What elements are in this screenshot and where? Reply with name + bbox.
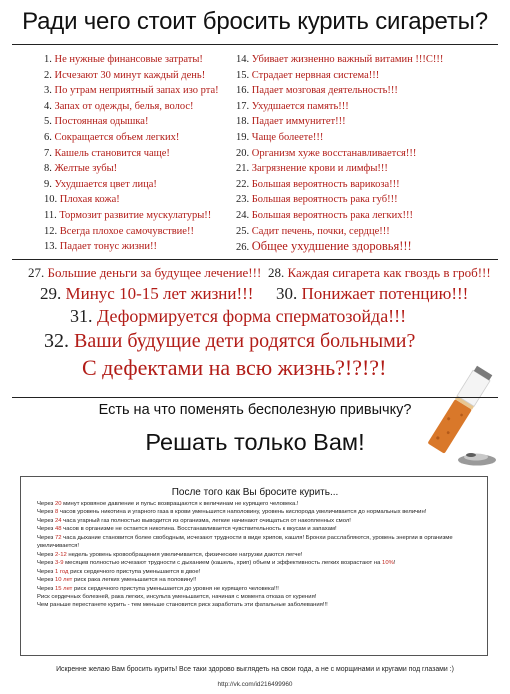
list-item: Через 20 минут кровяное давление и пульс возвращаются к величинам не курящего человека.! [37,501,299,507]
list-item: Риск сердечных болезней, рака легких, инсульта уменьшается, начиная с момента отказа от курения! [37,593,317,600]
reason-32-continuation: С дефектами на всю жизнь?!?!?! [82,355,387,380]
list-item: 10. Плохая кожа! [44,194,120,206]
reason-29: 29. Минус 10-15 лет жизни!!! [40,284,254,303]
list-item: 4. Запах от одежды, белья, волос! [44,100,194,112]
list-item: Через 8 часов уровень никотина и угарного газа в крови уменьшится наполовину, уровень кислорода увеличивается до нормальных величин! [37,509,427,516]
list-item: 20. Организм хуже восстанавливается!!! [236,147,417,159]
list-item: 22. Большая вероятность варикоза!!! [236,178,400,190]
list-item: Через 2-12 недель уровень кровообращения увеличивается, физические нагрузки даются легче! [37,551,303,558]
footer-wish: Искренне желаю Вам бросить курить! Все таки здорово выглядеть на свои года, а не с морщинами и кругами под глазами :) [56,666,454,673]
reason-31: 31. Деформируется форма сперматозойда!!! [70,306,407,326]
list-item: 9. Ухудшается цвет лица! [44,178,157,190]
list-item: Через 10 лет риск рака легких уменьшается на половину!! [37,577,197,584]
list-item: 19. Чаще болеете!!! [236,131,324,143]
list-item: 16. Падает мозговая деятельность!!! [236,85,398,97]
list-item: 2. Исчезают 30 минут каждый день! [44,69,206,81]
list-item: 18. Падает иммунитет!!! [236,116,346,128]
left-reasons-list [44,52,219,255]
list-item: 26. Общее ухудшение здоровья!!! [236,239,412,254]
list-item: 21. Загрязнение крови и лимфы!!! [236,163,388,175]
after-quitting-list [37,500,485,610]
list-item: 3. По утрам неприятный запах изо рта! [44,85,219,97]
reason-28: 28. Каждая сигарета как гвоздь в гроб!!! [268,265,491,280]
list-item: 5. Постоянная одышка! [44,116,149,128]
poster-title: Ради чего стоит бросить курить сигареты? [22,8,488,35]
right-reasons-list [236,52,443,255]
list-item: 8. Желтые зубы! [44,163,118,175]
list-item: Через 24 часа угарный газ полностью выводится из организма, легкие начинают очищаться от накопленных смол! [37,517,351,524]
list-item: 14. Убивает жизненно важный витамин !!!С!!! [236,54,444,65]
list-item: Через 15 лет риск сердечного приступа уменьшается до уровня не курящего человека!!! [37,585,279,592]
list-item: 13. Падает тонус жизни!! [44,241,157,253]
list-item: Через 3-9 месяцев полностью исчезают трудности с дыханием (кашель, хрип) объем и эффективность легких возрастают на 10%! [37,560,396,567]
source-url: http://vk.com/id216499960 [217,681,293,688]
reason-27: 27. Большие деньги за будущее лечение!!! [28,265,262,280]
list-item: 23. Большая вероятность рака губ!!! [236,194,398,206]
list-item: 1. Не нужные финансовые затраты! [44,54,203,65]
reason-30: 30. Понижает потенцию!!! [276,284,469,303]
list-item: 6. Сокращается объем легких! [44,131,180,143]
list-item: Чем раньше перестанете курить - тем меньше становится риск заработать эти фатальные заболевания!!! [37,602,328,609]
list-item: Через 72 часа дыхание становится более свободным, исчезают трудности в виде хрипов, кашля! Бронхи расслабляются, уровень энергии в организме увеличивается! [37,534,453,550]
title-underline [12,44,498,45]
list-item: Через 48 часов в организме не остается никотина. Восстанавливается чувствительность к вкусам и запахам! [37,526,337,533]
list-item: 12. Всегда плохое самочувствие!! [44,225,194,237]
after-quitting-title: После того как Вы бросите курить... [171,487,339,498]
list-item: 7. Кашель становится чаще! [44,147,170,159]
reason-32: 32. Ваши будущие дети родятся больными? [44,330,416,352]
list-item: 24. Большая вероятность рака легких!!! [236,209,413,221]
list-item: Через 1 год риск сердечного приступа уменьшается в двое! [37,568,201,575]
section-divider [12,397,498,398]
list-item: 11. Тормозит развитие мускулатуры!! [44,209,212,221]
list-item: 17. Ухудшается память!!! [236,100,349,112]
decide-line: Решать только Вам! [145,429,365,455]
question-line: Есть на что поменять бесполезную привычку? [98,402,412,418]
list-item: 15. Страдает нервная система!!! [236,69,380,81]
list-item: 25. Садит печень, почки, сердце!!! [236,225,390,237]
section-divider [12,259,498,260]
